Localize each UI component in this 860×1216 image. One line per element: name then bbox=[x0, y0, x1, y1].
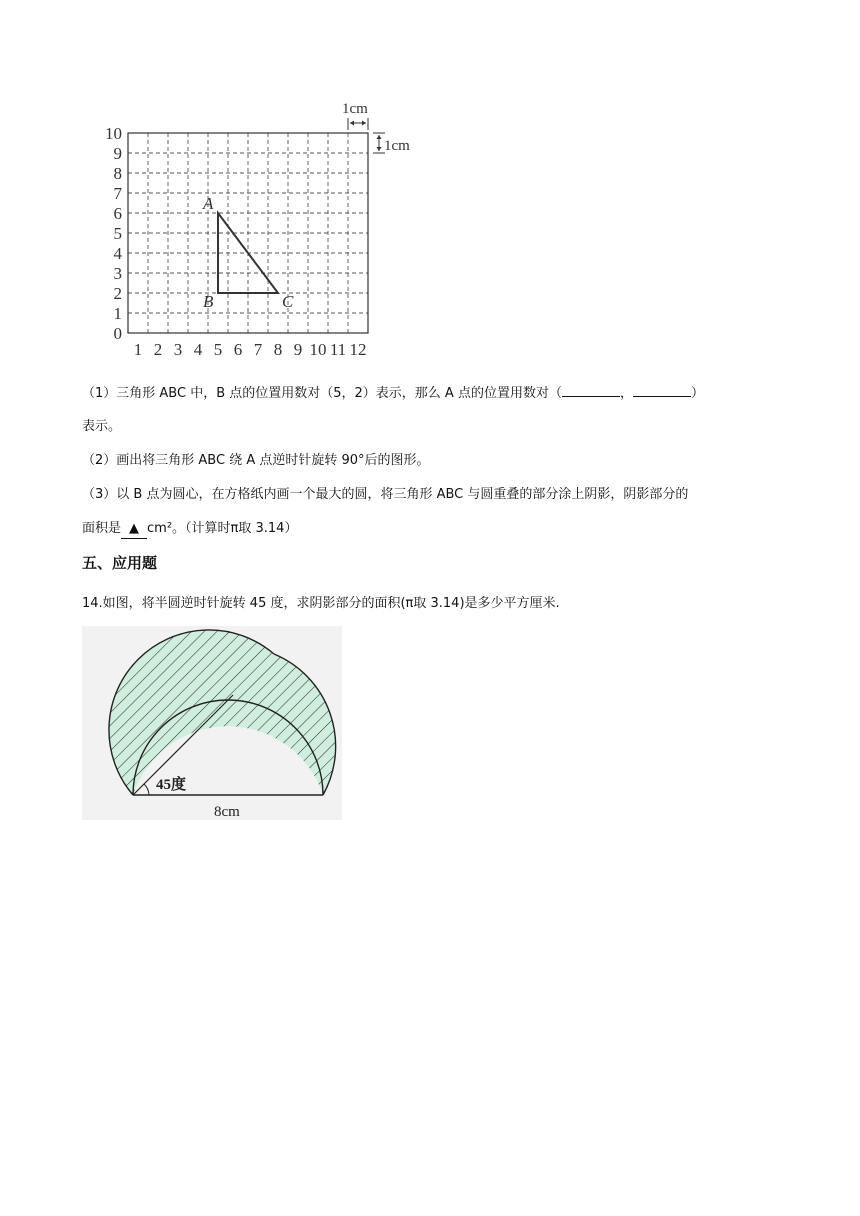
y-tick-label: 10 bbox=[105, 124, 122, 143]
angle-label: 45度 bbox=[156, 777, 187, 793]
scale-indicator-horizontal bbox=[342, 101, 368, 130]
scale-y-label: 1cm bbox=[384, 138, 410, 154]
x-tick-label: 2 bbox=[153, 340, 163, 359]
question-1-end: 表示。 bbox=[82, 419, 122, 434]
y-tick-label: 6 bbox=[113, 204, 122, 223]
x-tick-label: 10 bbox=[309, 340, 327, 359]
y-tick-label: 9 bbox=[113, 144, 122, 163]
question-2: （2）画出将三角形 ABC 绕 A 点逆时针旋转 90°后的图形。 bbox=[82, 453, 430, 468]
x-tick-label: 5 bbox=[213, 340, 223, 359]
x-tick-label: 9 bbox=[293, 340, 303, 359]
x-tick-label: 1 bbox=[133, 340, 143, 359]
section-title: 五、应用题 bbox=[82, 554, 158, 572]
x-tick-label: 6 bbox=[233, 340, 243, 359]
x-tick-label: 11 bbox=[329, 340, 347, 359]
x-tick-label: 7 bbox=[253, 340, 263, 359]
rotated-semicircle-figure bbox=[82, 626, 342, 820]
x-tick-label: 8 bbox=[273, 340, 283, 359]
x-tick-label: 4 bbox=[193, 340, 203, 359]
question-3-prefix: 面积是 bbox=[82, 521, 122, 536]
question-1-text: （1）三角形 ABC 中，B 点的位置用数对（5，2）表示，那么 A 点的位置用数对（ bbox=[82, 386, 562, 401]
question-1-close: ） bbox=[690, 386, 704, 401]
scale-indicator-vertical bbox=[373, 133, 410, 154]
question-3-line-1: （3）以 B 点为圆心，在方格纸内画一个最大的圆，将三角形 ABC 与圆重叠的部分涂上阴影，阴影部分的 bbox=[82, 487, 689, 502]
question-3-suffix: cm²。（计算时π取 3.14） bbox=[147, 521, 298, 536]
grid-lines bbox=[128, 133, 368, 333]
answer-blank-y[interactable] bbox=[633, 384, 691, 397]
angle-arc bbox=[144, 784, 149, 795]
y-tick-label: 0 bbox=[113, 324, 122, 343]
y-tick-label: 8 bbox=[113, 164, 122, 183]
triangle-mark-icon: ▲ bbox=[129, 521, 140, 536]
answer-blank-area[interactable] bbox=[121, 520, 147, 539]
question-3-line-2 bbox=[82, 520, 297, 539]
scale-x-label: 1cm bbox=[342, 101, 368, 117]
vertex-label-c: C bbox=[282, 292, 294, 311]
question-1-comma: ， bbox=[619, 386, 633, 401]
x-axis-labels bbox=[134, 340, 367, 359]
x-tick-label: 3 bbox=[173, 340, 183, 359]
y-tick-label: 2 bbox=[113, 284, 122, 303]
y-tick-label: 3 bbox=[113, 264, 122, 283]
vertex-label-b: B bbox=[203, 292, 214, 311]
answer-blank-x[interactable] bbox=[562, 384, 620, 397]
vertex-label-a: A bbox=[203, 194, 214, 213]
y-tick-label: 7 bbox=[113, 184, 122, 203]
question-14: 14.如图，将半圆逆时针旋转 45 度，求阴影部分的面积(π取 3.14)是多少平方厘米. bbox=[82, 596, 560, 611]
base-length-label: 8cm bbox=[214, 804, 240, 820]
question-1 bbox=[82, 384, 704, 403]
y-tick-label: 5 bbox=[113, 224, 122, 243]
coordinate-grid-figure bbox=[94, 96, 424, 364]
y-tick-label: 4 bbox=[113, 244, 122, 263]
x-tick-label: 12 bbox=[349, 340, 367, 359]
y-tick-label: 1 bbox=[113, 304, 122, 323]
y-axis-labels bbox=[105, 124, 123, 343]
